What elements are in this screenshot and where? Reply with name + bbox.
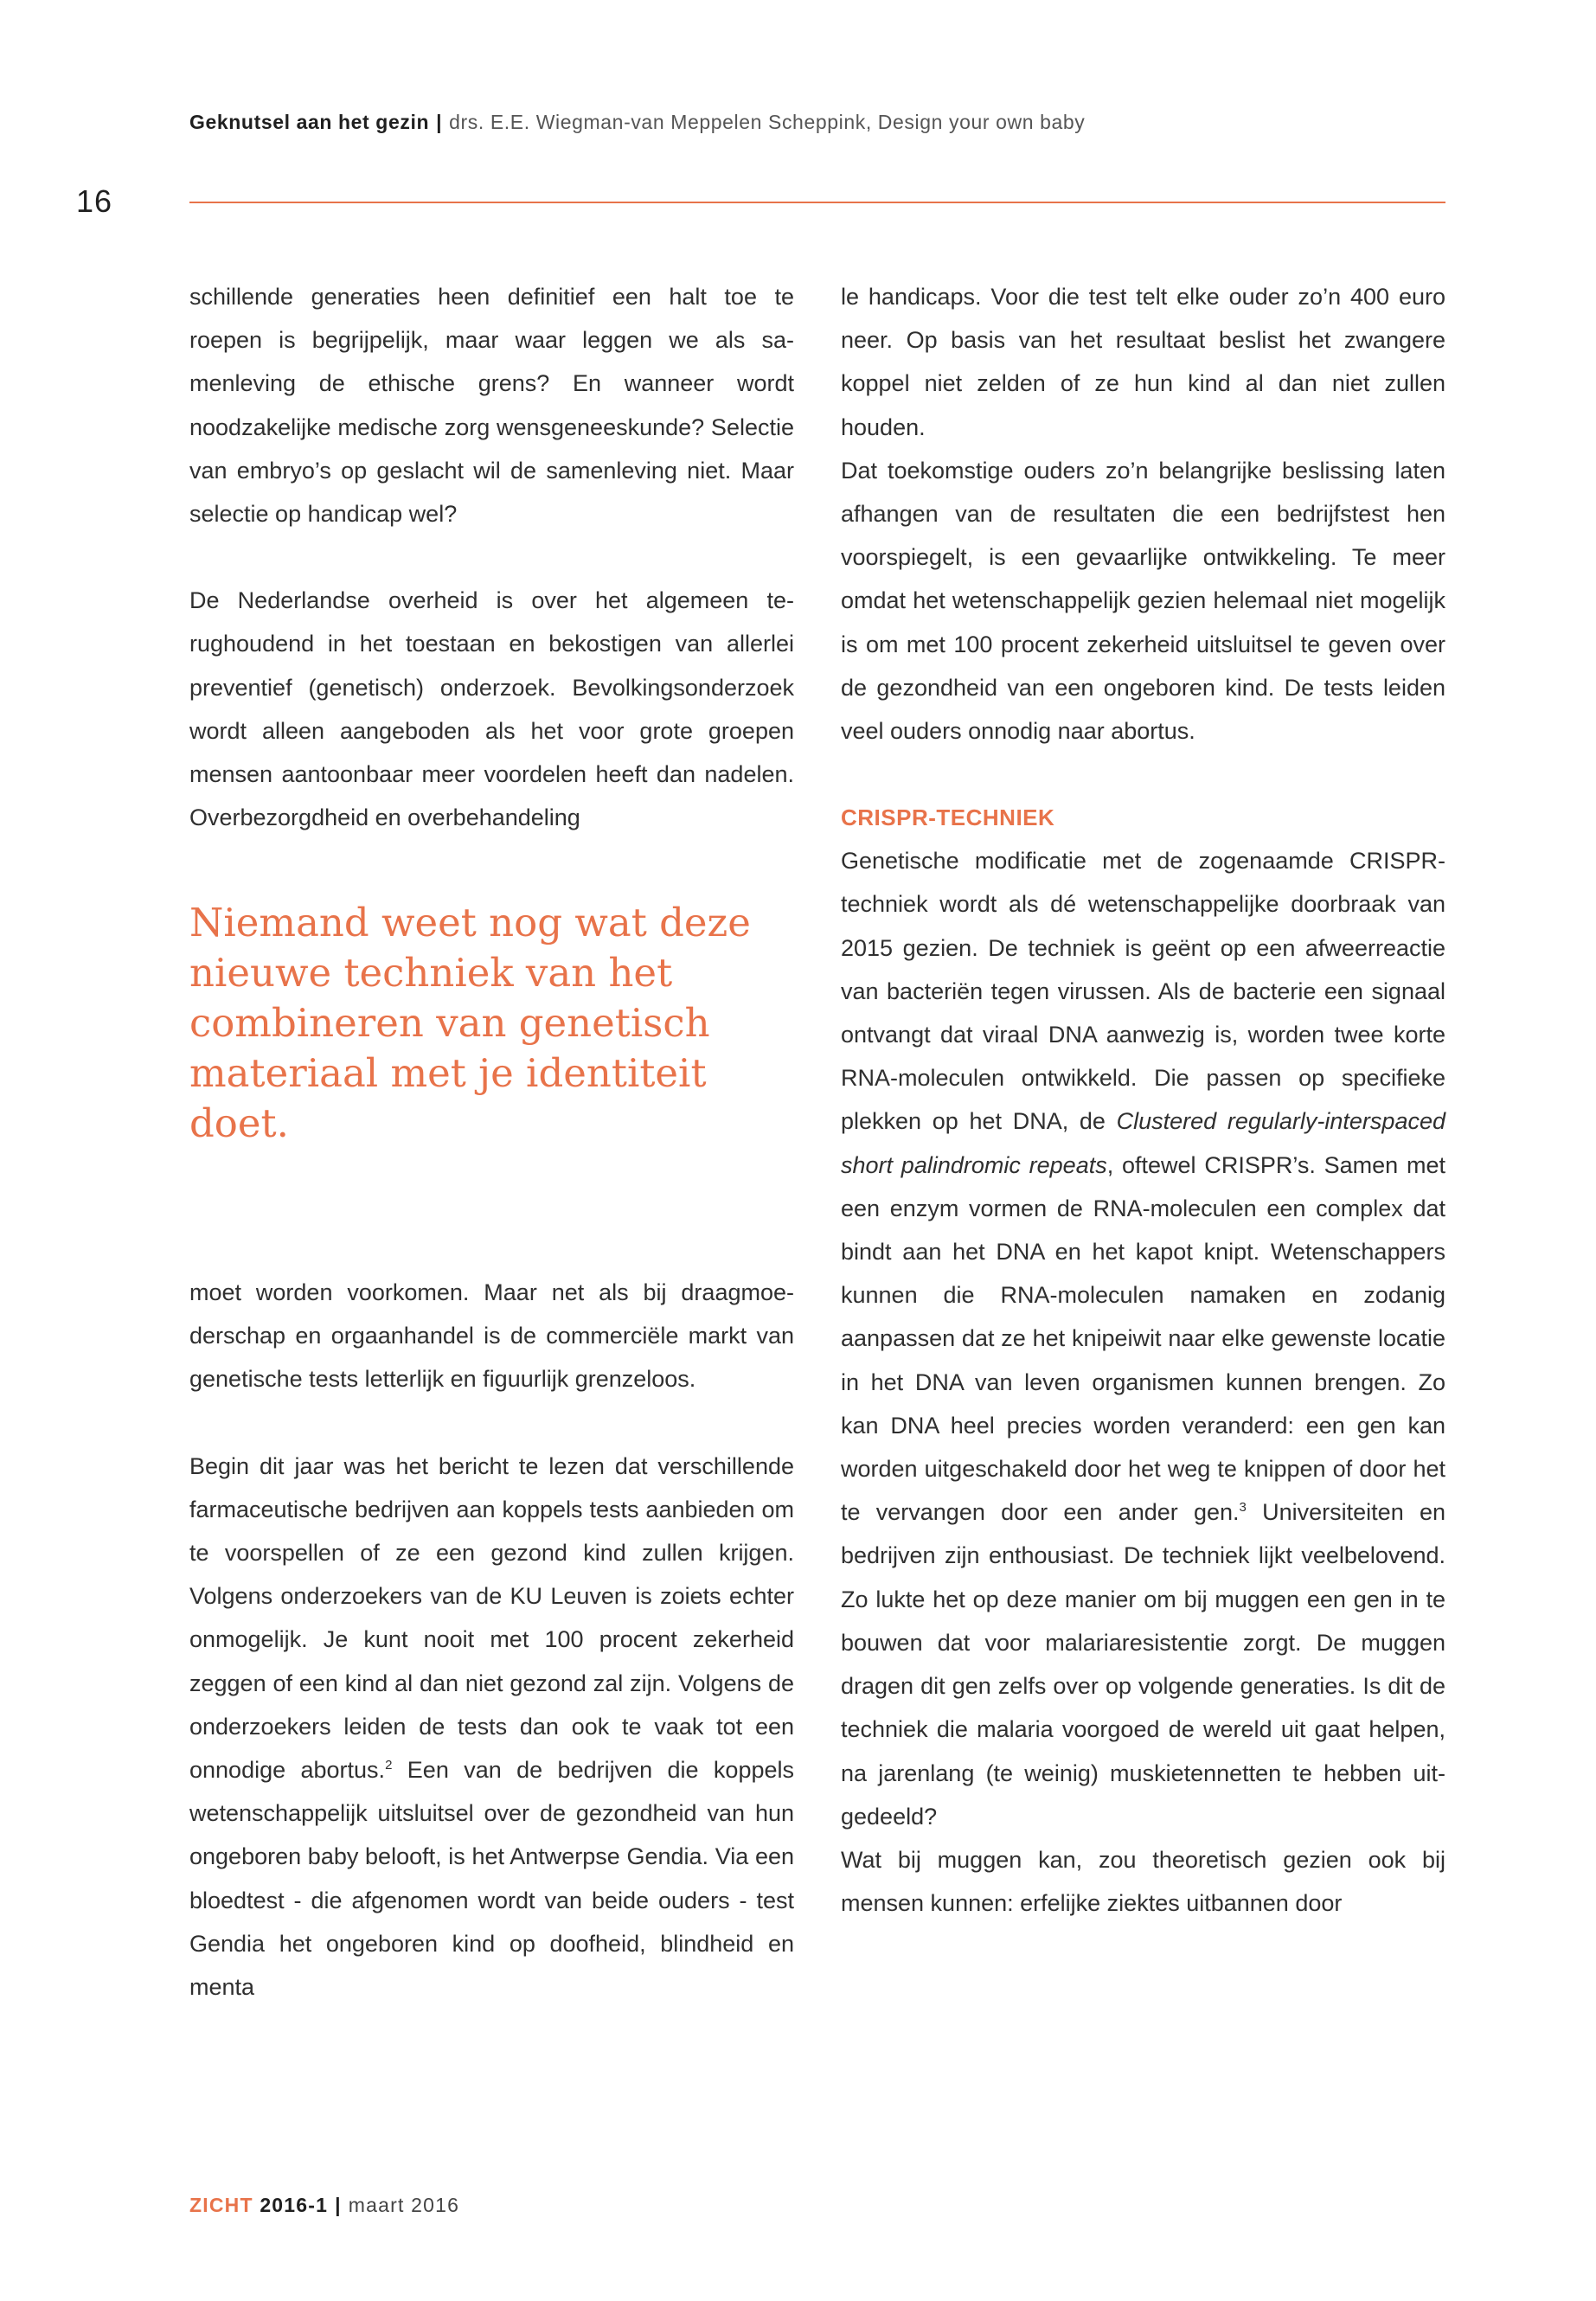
left-paragraph-4-continued: Een van de bedrijven die koppels wetenschappelijk uitsluitsel over de gezondheid van hun ongeboren baby belooft, is het Antwerpse Gendia. Via een bloedtest - die afgenomen wordt van beide ouders - test Gendia het ongeboren kind op doofheid, blindheid en menta <box>189 1757 795 2001</box>
pull-quote: Niemand weet nog wat deze nieuwe techniek van het combineren van genetisch materiaal met je identiteit doet. <box>189 900 751 1146</box>
running-footer <box>189 2194 459 2217</box>
header-rule <box>189 202 1445 203</box>
right-paragraph-3 <box>841 839 1445 1838</box>
issue-date: maart 2016 <box>348 2194 460 2216</box>
section-heading: CRISPR-TECHNIEK <box>841 804 1055 831</box>
crispr-expansion: Clustered regularly-interspaced short palindromic repeats <box>841 1108 1445 1178</box>
right-paragraph-3-end: Universiteiten en bedrijven zijn enthousiast. De techniek lijkt veelbelovend. Zo lukte het op deze manier om bij muggen een gen in te bouwen dat voor malariaresistentie zorgt. De muggen dragen dit gen zelfs over op volgende generaties. Is dit de techniek die malaria voorgoed de wereld uit gaat helpen, na jarenlang (te weinig) muskietennetten te hebben uitgedeeld? <box>841 1499 1445 1830</box>
right-paragraph-1: le handicaps. Voor die test telt elke ouder zo’n 400 euro neer. Op basis van het resultaat beslist het zwangere koppel niet zelden of ze hun kind al dan niet zullen houden. <box>841 284 1445 440</box>
left-paragraph-4 <box>189 1445 794 2009</box>
left-column-bottom <box>189 1271 794 2009</box>
header-separator: | <box>436 111 443 133</box>
left-paragraph-3: moet worden voorkomen. Maar net als bij draagmoederschap en orgaanhandel is de commerciële markt van genetische tests letterlijk en figuurlijk grenzeloos. <box>189 1279 794 1393</box>
right-paragraph-4: Wat bij muggen kan, zou theoretisch gezien ook bij mensen kunnen: erfelijke ziektes uitbannen door <box>841 1846 1445 1917</box>
right-paragraph-2: Dat toekomstige ouders zo’n belangrijke beslissing laten afhangen van de resultaten die een bedrijfstest hen voorspiegelt, is een gevaarlijke ontwikkeling. Te meer omdat het wetenschappelijk gezien helemaal niet mogelijk is om met 100 procent zekerheid uitsluitsel te geven over de gezondheid van een ongeboren kind. De tests leiden veel ouders onnodig naar abortus. <box>841 457 1445 745</box>
page-number: 16 <box>76 183 113 219</box>
publication-title: Geknutsel aan het gezin <box>189 111 430 133</box>
footnote-ref-2: 2 <box>385 1758 393 1773</box>
left-paragraph-2: De Nederlandse overheid is over het algemeen terughoudend in het toestaan en bekostigen van allerlei preventief (genetisch) onderzoek. Bevolkingsonderzoek wordt alleen aangeboden als het voor grote groepen mensen aantoonbaar meer voordelen heeft dan nadelen. Overbezorgdheid en overbehandeling <box>189 587 794 831</box>
right-column <box>841 275 1445 1925</box>
running-header <box>189 111 1444 134</box>
right-paragraph-3-continued: , oftewel CRISPR’s. Samen met een enzym vormen de RNA-moleculen een complex dat bindt aan het DNA en het kapot knipt. Wetenschappers kunnen die RNA-moleculen namaken en zodanig aanpassen dat ze het knipeiwit naar elke gewenste locatie in het DNA van leven organismen kunnen brengen. Zo kan DNA heel precies worden veranderd: een gen kan worden uitgeschakeld door het weg te knippen of door het te vervangen door een ander gen. <box>841 1151 1445 1526</box>
left-paragraph-4-text: Begin dit jaar was het bericht te lezen dat verschillende farmaceutische bedrijven aan koppels tests aanbieden om te voorspellen of ze een gezond kind zullen krijgen. Volgens onderzoekers van de KU Leuven is zoiets echter onmogelijk. Je kunt nooit met 100 procent zekerheid zeggen of een kind al dan niet gezond zal zijn. Volgens de onderzoekers leiden de tests dan ook te vaak tot een onnodige abortus. <box>189 1452 794 1784</box>
left-paragraph-1: schillende generaties heen definitief een halt toe te roepen is begrijpelijk, maar waar leggen we als samenleving de ethische grens? En wanneer wordt noodzakelijke medische zorg wensgeneeskunde? Selectie van embryo’s op geslacht wil de samenleving niet. Maar selectie op handicap wel? <box>189 284 794 528</box>
right-paragraph-3-text: Genetische modificatie met de zogenaamde CRISPR-techniek wordt als dé wetenschappelijke doorbraak van 2015 gezien. De techniek is geënt op een afweerreactie van bacteriën tegen virussen. Als de bacterie een signaal ontvangt dat viraal DNA aanwezig is, worden twee korte RNA-moleculen ontwikkeld. Die passen op specifieke plekken op het DNA, de <box>841 848 1445 1135</box>
footnote-ref-3: 3 <box>1239 1500 1247 1516</box>
left-column-top <box>189 275 794 839</box>
issue-number: 2016-1 <box>260 2194 329 2216</box>
magazine-name: ZICHT <box>189 2194 253 2216</box>
footer-separator: | <box>335 2194 342 2216</box>
article-byline: drs. E.E. Wiegman-van Meppelen Scheppink, Design your own baby <box>449 111 1086 133</box>
